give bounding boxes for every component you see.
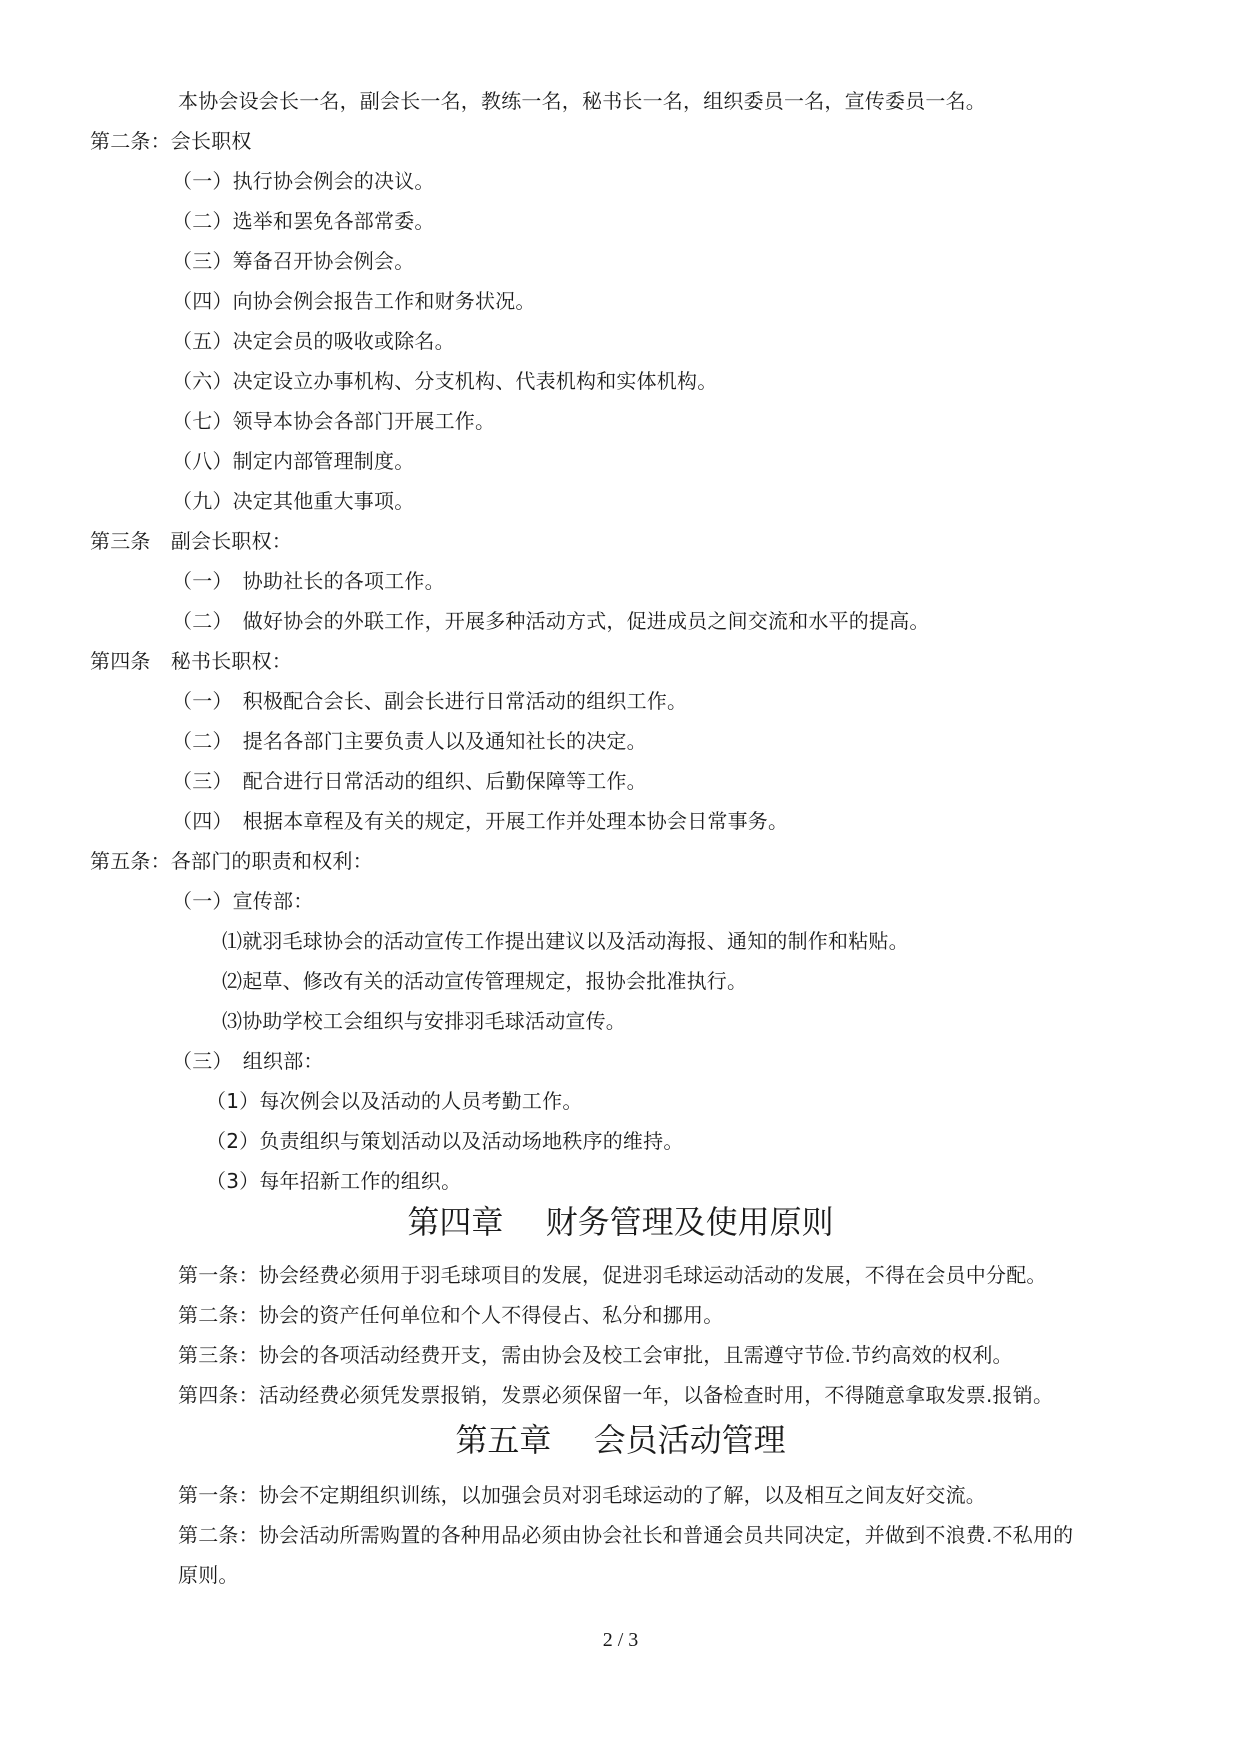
article-2-item-9: （九）决定其他重大事项。	[172, 489, 415, 513]
publicity-item-3: ⑶协助学校工会组织与安排羽毛球活动宣传。	[222, 1009, 626, 1033]
article-3-item-2: （二） 做好协会的外联工作，开展多种活动方式，促进成员之间交流和水平的提高。	[172, 609, 930, 633]
chapter-5-heading: 第五章 会员活动管理	[455, 1421, 786, 1459]
chapter-5-article-1: 第一条：协会不定期组织训练，以加强会员对羽毛球运动的了解，以及相互之间友好交流。	[178, 1483, 986, 1507]
chapter-4-article-2: 第二条：协会的资产任何单位和个人不得侵占、私分和挪用。	[178, 1303, 724, 1327]
publicity-item-1: ⑴就羽毛球协会的活动宣传工作提出建议以及活动海报、通知的制作和粘贴。	[222, 929, 909, 953]
line-intro: 本协会设会长一名，副会长一名，教练一名，秘书长一名，组织委员一名，宣传委员一名。	[178, 89, 986, 113]
article-5-heading: 第五条：各部门的职责和权利：	[90, 849, 373, 873]
article-2-item-8: （八）制定内部管理制度。	[172, 449, 415, 473]
article-2-item-3: （三）筹备召开协会例会。	[172, 249, 415, 273]
article-4-item-3: （三） 配合进行日常活动的组织、后勤保障等工作。	[172, 769, 647, 793]
organization-item-1: （1）每次例会以及活动的人员考勤工作。	[206, 1089, 583, 1113]
article-2-heading: 第二条：会长职权	[90, 129, 252, 153]
article-4-item-1: （一） 积极配合会长、副会长进行日常活动的组织工作。	[172, 689, 688, 713]
chapter-4-article-1: 第一条：协会经费必须用于羽毛球项目的发展，促进羽毛球运动活动的发展，不得在会员中分配。	[178, 1263, 1047, 1287]
organization-dept-heading: （三） 组织部：	[172, 1049, 324, 1073]
article-3-item-1: （一） 协助社长的各项工作。	[172, 569, 445, 593]
publicity-item-2: ⑵起草、修改有关的活动宣传管理规定，报协会批准执行。	[222, 969, 748, 993]
article-4-heading: 第四条 秘书长职权：	[90, 649, 292, 673]
organization-item-3: （3）每年招新工作的组织。	[206, 1169, 462, 1193]
chapter-4-article-4: 第四条：活动经费必须凭发票报销，发票必须保留一年，以备检查时用，不得随意拿取发票.报销。	[178, 1383, 1054, 1407]
article-2-item-6: （六）决定设立办事机构、分支机构、代表机构和实体机构。	[172, 369, 718, 393]
article-4-item-4: （四） 根据本章程及有关的规定，开展工作并处理本协会日常事务。	[172, 809, 789, 833]
article-2-item-4: （四）向协会例会报告工作和财务状况。	[172, 289, 536, 313]
article-2-item-1: （一）执行协会例会的决议。	[172, 169, 435, 193]
article-2-item-2: （二）选举和罢免各部常委。	[172, 209, 435, 233]
article-4-item-2: （二） 提名各部门主要负责人以及通知社长的决定。	[172, 729, 647, 753]
article-2-item-7: （七）领导本协会各部门开展工作。	[172, 409, 496, 433]
article-3-heading: 第三条 副会长职权：	[90, 529, 292, 553]
chapter-5-article-2-cont: 原则。	[178, 1563, 239, 1587]
article-2-item-5: （五）决定会员的吸收或除名。	[172, 329, 455, 353]
organization-item-2: （2）负责组织与策划活动以及活动场地秩序的维持。	[206, 1129, 684, 1153]
chapter-5-article-2: 第二条：协会活动所需购置的各种用品必须由协会社长和普通会员共同决定，并做到不浪费.不私用的	[178, 1523, 1074, 1547]
publicity-dept-heading: （一）宣传部：	[172, 889, 314, 913]
chapter-4-article-3: 第三条：协会的各项活动经费开支，需由协会及校工会审批，且需遵守节俭.节约高效的权利。	[178, 1343, 1013, 1367]
chapter-4-heading: 第四章 财务管理及使用原则	[407, 1203, 834, 1241]
page-number: 2 / 3	[602, 1629, 639, 1651]
